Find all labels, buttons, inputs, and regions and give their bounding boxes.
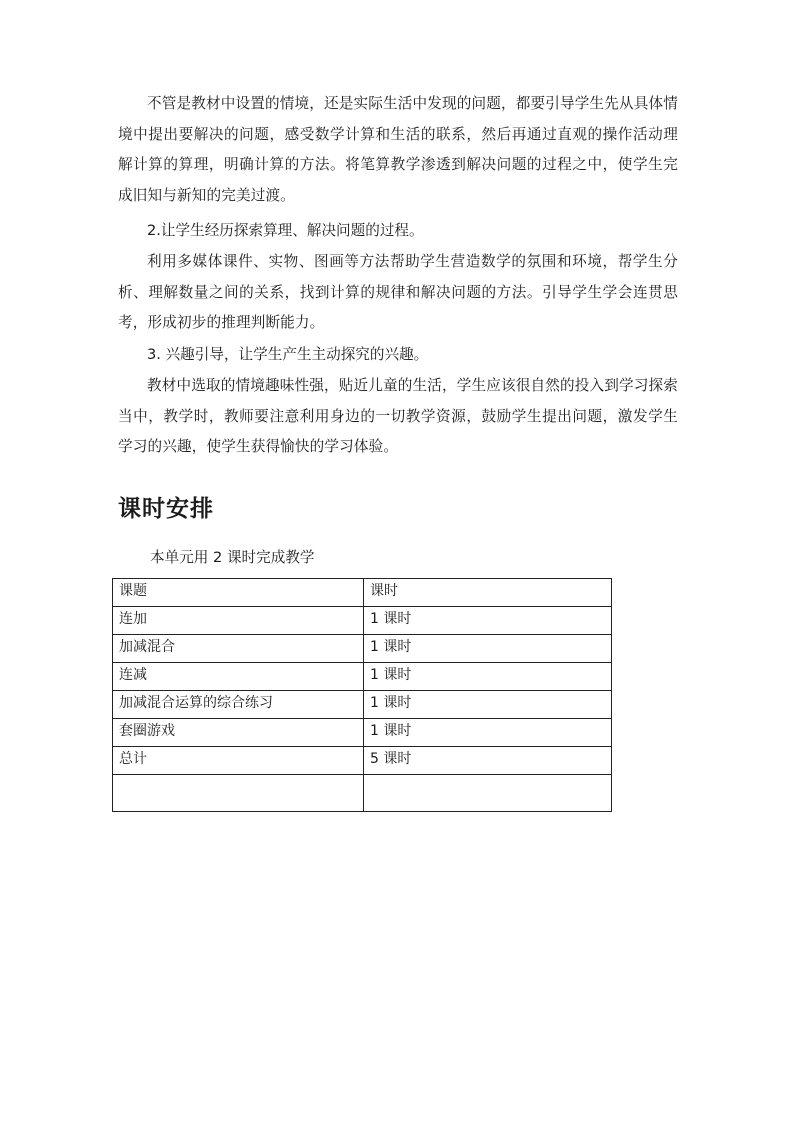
cell-hours: 1 课时 <box>364 663 612 691</box>
section-intro: 本单元用 2 课时完成教学 <box>150 549 315 566</box>
point-3-heading: 3. 兴趣引导，让学生产生主动探究的兴趣。 <box>147 346 429 363</box>
cell-hours: 1 课时 <box>364 607 612 635</box>
table-row <box>113 719 612 747</box>
table-row <box>113 663 612 691</box>
table-row <box>113 635 612 663</box>
point-2-heading: 2.让学生经历探索算理、解决问题的过程。 <box>147 222 424 239</box>
cell-topic: 总计 <box>113 747 364 775</box>
table-header-row <box>113 579 612 607</box>
cell-topic: 加减混合 <box>113 635 364 663</box>
table-row-empty <box>113 775 612 812</box>
paragraph-explore: 利用多媒体课件、实物、图画等方法帮助学生营造数学的氛围和环境，帮学生分析、理解数量之间的关系，找到计算的规律和解决问题的方法。引导学生学会连贯思考，形成初步的推理判断能力。 <box>118 253 678 331</box>
paragraph-interest: 教材中选取的情境趣味性强，贴近儿童的生活，学生应该很自然的投入到学习探索当中，教学时，教师要注意利用身边的一切教学资源，鼓励学生提出问题，激发学生学习的兴趣，使学生获得愉快的学习体验。 <box>118 377 678 455</box>
cell-topic: 连减 <box>113 663 364 691</box>
cell-hours: 1 课时 <box>364 635 612 663</box>
cell-hours: 5 课时 <box>364 747 612 775</box>
table-row <box>113 691 612 719</box>
cell-topic: 套圈游戏 <box>113 719 364 747</box>
header-cell-topic: 课题 <box>113 579 364 607</box>
paragraph-situation: 不管是教材中设置的情境，还是实际生活中发现的问题，都要引导学生先从具体情境中提出要解决的问题，感受数学计算和生活的联系，然后再通过直观的操作活动理解计算的算理，明确计算的方法。将笔算教学渗透到解决问题的过程之中，使学生完成旧知与新知的完美过渡。 <box>118 95 678 204</box>
cell-hours: 1 课时 <box>364 691 612 719</box>
section-title: 课时安排 <box>118 496 214 522</box>
table-row <box>113 607 612 635</box>
cell-hours: 1 课时 <box>364 719 612 747</box>
table-row-total <box>113 747 612 775</box>
cell-topic: 连加 <box>113 607 364 635</box>
cell-topic: 加减混合运算的综合练习 <box>113 691 364 719</box>
schedule-table <box>112 578 612 812</box>
cell-empty <box>364 775 612 812</box>
cell-empty <box>113 775 364 812</box>
header-cell-hours: 课时 <box>364 579 612 607</box>
